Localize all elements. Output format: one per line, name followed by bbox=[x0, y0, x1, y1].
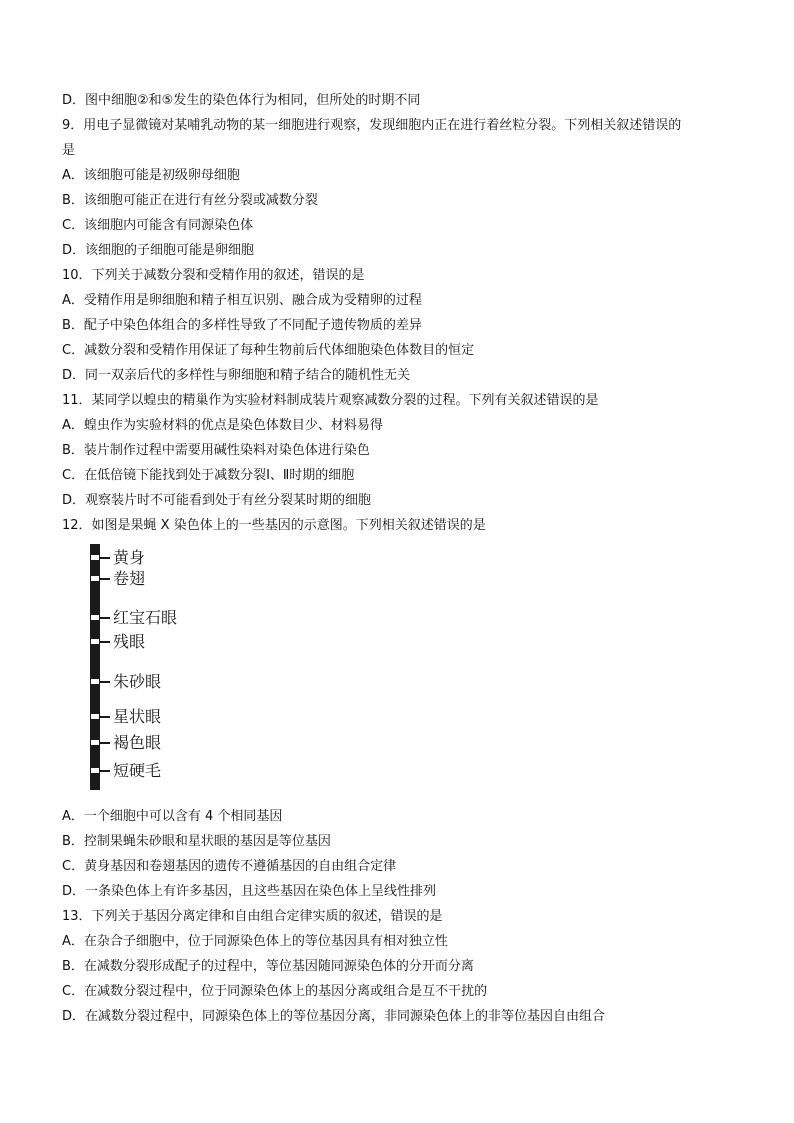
q9-option-c: C．该细胞内可能含有同源染色体 bbox=[62, 218, 254, 233]
q9-stem-line1: 9．用电子显微镜对某哺乳动物的某一细胞进行观察，发现细胞内正在进行着丝粒分裂。下列相关叙述错误的 bbox=[62, 118, 682, 133]
x-chromosome-figure bbox=[90, 544, 230, 804]
q9-option-d: D．该细胞的子细胞可能是卵细胞 bbox=[62, 243, 255, 258]
gene-label: 短硬毛 bbox=[113, 761, 162, 780]
q10-option-d: D．同一双亲后代的多样性与卵细胞和精子结合的随机性无关 bbox=[62, 368, 411, 383]
q13-option-a: A．在杂合子细胞中，位于同源染色体上的等位基因具有相对独立性 bbox=[62, 934, 448, 949]
q11-option-b: B．装片制作过程中需要用碱性染料对染色体进行染色 bbox=[62, 443, 370, 458]
q12-stem: 12．如图是果蝇 X 染色体上的一些基因的示意图。下列相关叙述错误的是 bbox=[62, 518, 486, 533]
gene-label: 残眼 bbox=[113, 632, 146, 651]
q11-option-c: C．在低倍镜下能找到处于减数分裂Ⅰ、Ⅱ时期的细胞 bbox=[62, 468, 355, 483]
gene-label: 星状眼 bbox=[113, 707, 162, 726]
q10-option-c: C．减数分裂和受精作用保证了每种生物前后代体细胞染色体数目的恒定 bbox=[62, 343, 475, 358]
q12-option-c: C．黄身基因和卷翅基因的遗传不遵循基因的自由组合定律 bbox=[62, 859, 397, 874]
gene-label: 朱砂眼 bbox=[113, 672, 162, 691]
q10-stem: 10．下列关于减数分裂和受精作用的叙述，错误的是 bbox=[62, 268, 365, 283]
q9-option-a: A．该细胞可能是初级卵母细胞 bbox=[62, 168, 240, 183]
q13-stem: 13．下列关于基因分离定律和自由组合定律实质的叙述，错误的是 bbox=[62, 909, 443, 924]
q13-option-d: D．在减数分裂过程中，同源染色体上的等位基因分离，非同源染色体上的非等位基因自由组合 bbox=[62, 1009, 606, 1024]
q8-option-d: D．图中细胞②和⑤发生的染色体行为相同，但所处的时期不同 bbox=[62, 93, 421, 108]
q11-option-d: D．观察装片时不可能看到处于有丝分裂某时期的细胞 bbox=[62, 493, 372, 508]
q12-option-a: A．一个细胞中可以含有 4 个相同基因 bbox=[62, 809, 283, 824]
exam-page bbox=[62, 88, 742, 1029]
q10-option-b: B．配子中染色体组合的多样性导致了不同配子遗传物质的差异 bbox=[62, 318, 422, 333]
q11-stem: 11．某同学以蝗虫的精巢作为实验材料制成装片观察减数分裂的过程。下列有关叙述错误的是 bbox=[62, 393, 599, 408]
q11-option-a: A．蝗虫作为实验材料的优点是染色体数目少、材料易得 bbox=[62, 418, 383, 433]
gene-label: 褐色眼 bbox=[113, 733, 162, 752]
gene-label: 卷翅 bbox=[113, 569, 146, 588]
gene-label: 黄身 bbox=[113, 548, 146, 567]
q13-option-c: C．在减数分裂过程中，位于同源染色体上的基因分离或组合是互不干扰的 bbox=[62, 984, 488, 999]
q9-stem-line2: 是 bbox=[62, 143, 76, 158]
gene-label: 红宝石眼 bbox=[113, 608, 178, 627]
q9-option-b: B．该细胞可能正在进行有丝分裂或减数分裂 bbox=[62, 193, 318, 208]
q12-option-d: D．一条染色体上有许多基因，且这些基因在染色体上呈线性排列 bbox=[62, 884, 437, 899]
q13-option-b: B．在减数分裂形成配子的过程中，等位基因随同源染色体的分开而分离 bbox=[62, 959, 474, 974]
q10-option-a: A．受精作用是卵细胞和精子相互识别、融合成为受精卵的过程 bbox=[62, 293, 422, 308]
q12-option-b: B．控制果蝇朱砂眼和星状眼的基因是等位基因 bbox=[62, 834, 331, 849]
